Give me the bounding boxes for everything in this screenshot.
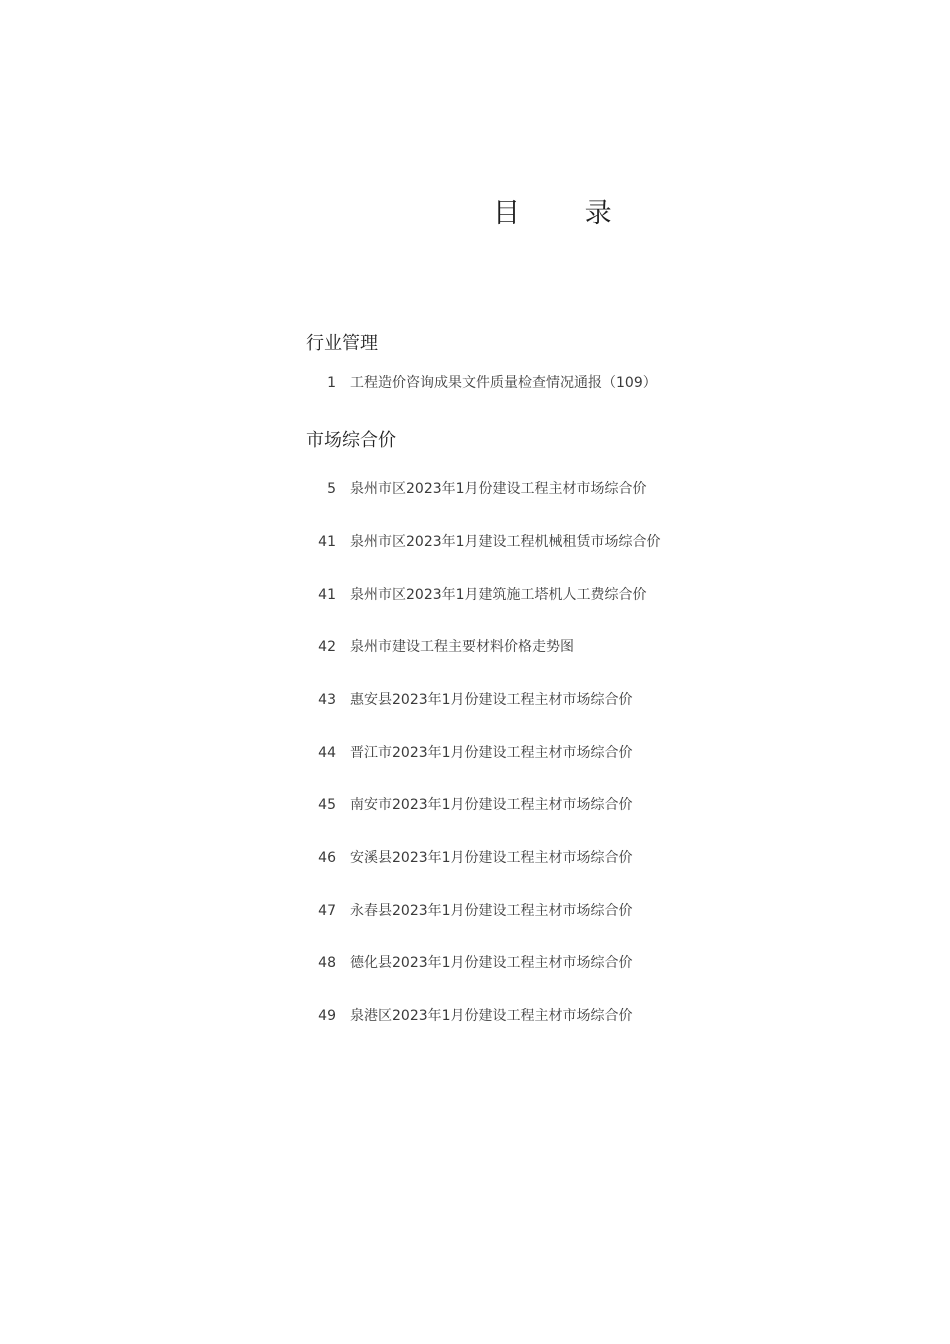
entry-title: 南安市2023年1月份建设工程主材市场综合价 [350,797,633,813]
toc-entry[interactable] [306,689,633,711]
entry-title: 工程造价咨询成果文件质量检查情况通报（109） [350,375,657,391]
entry-title: 泉州市区2023年1月建设工程机械租赁市场综合价 [350,534,661,550]
entry-page-number: 44 [318,745,336,761]
entry-title: 永春县2023年1月份建设工程主材市场综合价 [350,903,633,919]
section-heading-industry-management: 行业管理 [306,333,378,354]
entry-page-number: 46 [318,850,336,866]
toc-entry[interactable] [306,900,633,922]
page-title: 目 录 [493,198,640,229]
entry-page-number: 49 [318,1008,336,1024]
entry-page-number: 45 [318,797,336,813]
entry-page-number: 43 [318,692,336,708]
toc-entry[interactable] [306,372,657,394]
entry-page-number: 47 [318,903,336,919]
entry-title: 晋江市2023年1月份建设工程主材市场综合价 [350,745,633,761]
entry-title: 安溪县2023年1月份建设工程主材市场综合价 [350,850,633,866]
toc-entry[interactable] [306,636,574,658]
toc-entry[interactable] [306,952,633,974]
entry-page-number: 42 [318,639,336,655]
entry-page-number: 5 [327,481,336,497]
toc-entry[interactable] [306,794,633,816]
entry-page-number: 41 [318,587,336,603]
toc-entry[interactable] [306,478,647,500]
toc-entry[interactable] [306,847,633,869]
toc-entry[interactable] [306,584,647,606]
entry-title: 泉州市建设工程主要材料价格走势图 [350,639,574,655]
toc-entry[interactable] [306,531,661,553]
entry-title: 泉州市区2023年1月建筑施工塔机人工费综合价 [350,587,647,603]
entry-title: 惠安县2023年1月份建设工程主材市场综合价 [350,692,633,708]
entry-page-number: 1 [327,375,336,391]
entry-page-number: 48 [318,955,336,971]
toc-entry[interactable] [306,742,633,764]
entry-title: 泉州市区2023年1月份建设工程主材市场综合价 [350,481,647,497]
entry-page-number: 41 [318,534,336,550]
toc-entry[interactable] [306,1005,633,1027]
entry-title: 德化县2023年1月份建设工程主材市场综合价 [350,955,633,971]
entry-title: 泉港区2023年1月份建设工程主材市场综合价 [350,1008,633,1024]
section-heading-market-price: 市场综合价 [306,430,396,451]
